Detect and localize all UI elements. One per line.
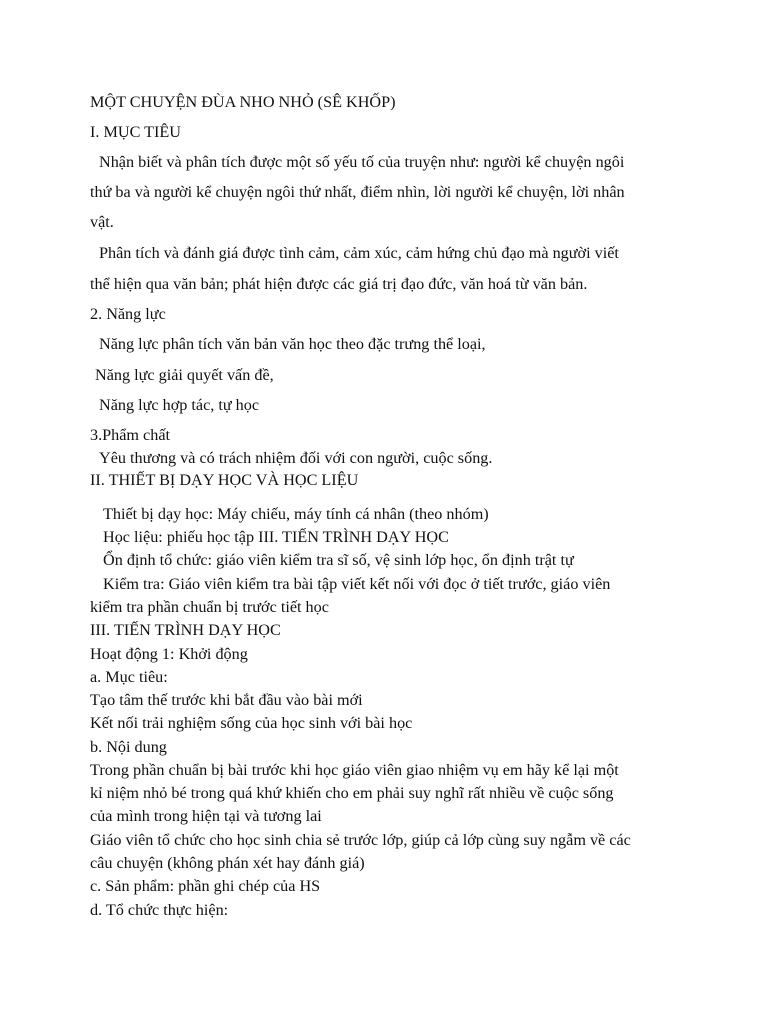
paragraph-line: Giáo viên tổ chức cho học sinh chia sẻ trước lớp, giúp cả lớp cùng suy ngẫm về các: [90, 831, 631, 849]
paragraph-line: Thiết bị dạy học: Máy chiếu, máy tính cá nhân (theo nhóm): [103, 505, 489, 523]
paragraph-line: d. Tổ chức thực hiện:: [90, 901, 229, 919]
paragraph-line: Năng lực giải quyết vấn đề,: [95, 366, 274, 384]
section-heading: 2. Năng lực: [90, 305, 166, 323]
paragraph-line: b. Nội dung: [90, 738, 167, 756]
paragraph-line: Học liệu: phiếu học tập III. TIẾN TRÌNH DẠY HỌC: [103, 528, 449, 546]
paragraph-line: Năng lực phân tích văn bản văn học theo đặc trưng thể loại,: [99, 335, 486, 353]
paragraph-line: Tạo tâm thế trước khi bắt đầu vào bài mới: [90, 691, 363, 709]
paragraph-line: Năng lực hợp tác, tự học: [99, 396, 260, 414]
document-title: MỘT CHUYỆN ĐÙA NHO NHỎ (SÊ KHỐP): [90, 93, 396, 111]
paragraph-line: Phân tích và đánh giá được tình cảm, cảm xúc, cảm hứng chủ đạo mà người viết: [99, 244, 619, 262]
paragraph-line: Trong phần chuẩn bị bài trước khi học giáo viên giao nhiệm vụ em hãy kể lại một: [90, 761, 619, 779]
section-heading: III. TIẾN TRÌNH DẠY HỌC: [90, 621, 281, 639]
paragraph-line: Yêu thương và có trách nhiệm đối với con người, cuộc sống.: [99, 449, 493, 467]
paragraph-line: câu chuyện (không phán xét hay đánh giá): [90, 854, 365, 872]
paragraph-line: Nhận biết và phân tích được một số yếu tố của truyện như: người kể chuyện ngôi: [99, 153, 625, 171]
paragraph-line: của mình trong hiện tại và tương lai: [90, 807, 322, 825]
paragraph-line: Ổn định tổ chức: giáo viên kiểm tra sĩ số, vệ sinh lớp học, ổn định trật tự: [103, 551, 574, 569]
paragraph-line: Kiểm tra: Giáo viên kiểm tra bài tập viết kết nối với đọc ở tiết trước, giáo viên: [103, 575, 611, 593]
section-heading: 3.Phẩm chất: [90, 426, 171, 444]
paragraph-line: vật.: [90, 213, 114, 231]
paragraph-line: Hoạt động 1: Khởi động: [90, 645, 248, 663]
paragraph-line: Kết nối trải nghiệm sống của học sinh với bài học: [90, 714, 413, 732]
paragraph-line: a. Mục tiêu:: [90, 668, 168, 686]
paragraph-line: kỉ niệm nhỏ bé trong quá khứ khiến cho em phải suy nghĩ rất nhiều về cuộc sống: [90, 784, 614, 802]
paragraph-line: thể hiện qua văn bản; phát hiện được các giá trị đạo đức, văn hoá từ văn bản.: [90, 275, 588, 293]
paragraph-line: thứ ba và người kể chuyện ngôi thứ nhất, điểm nhìn, lời người kể chuyện, lời nhân: [90, 183, 625, 201]
section-heading: II. THIẾT BỊ DẠY HỌC VÀ HỌC LIỆU: [90, 471, 359, 489]
paragraph-line: kiểm tra phần chuẩn bị trước tiết học: [90, 598, 329, 616]
section-heading: I. MỤC TIÊU: [90, 123, 181, 141]
paragraph-line: c. Sản phẩm: phần ghi chép của HS: [90, 877, 321, 895]
